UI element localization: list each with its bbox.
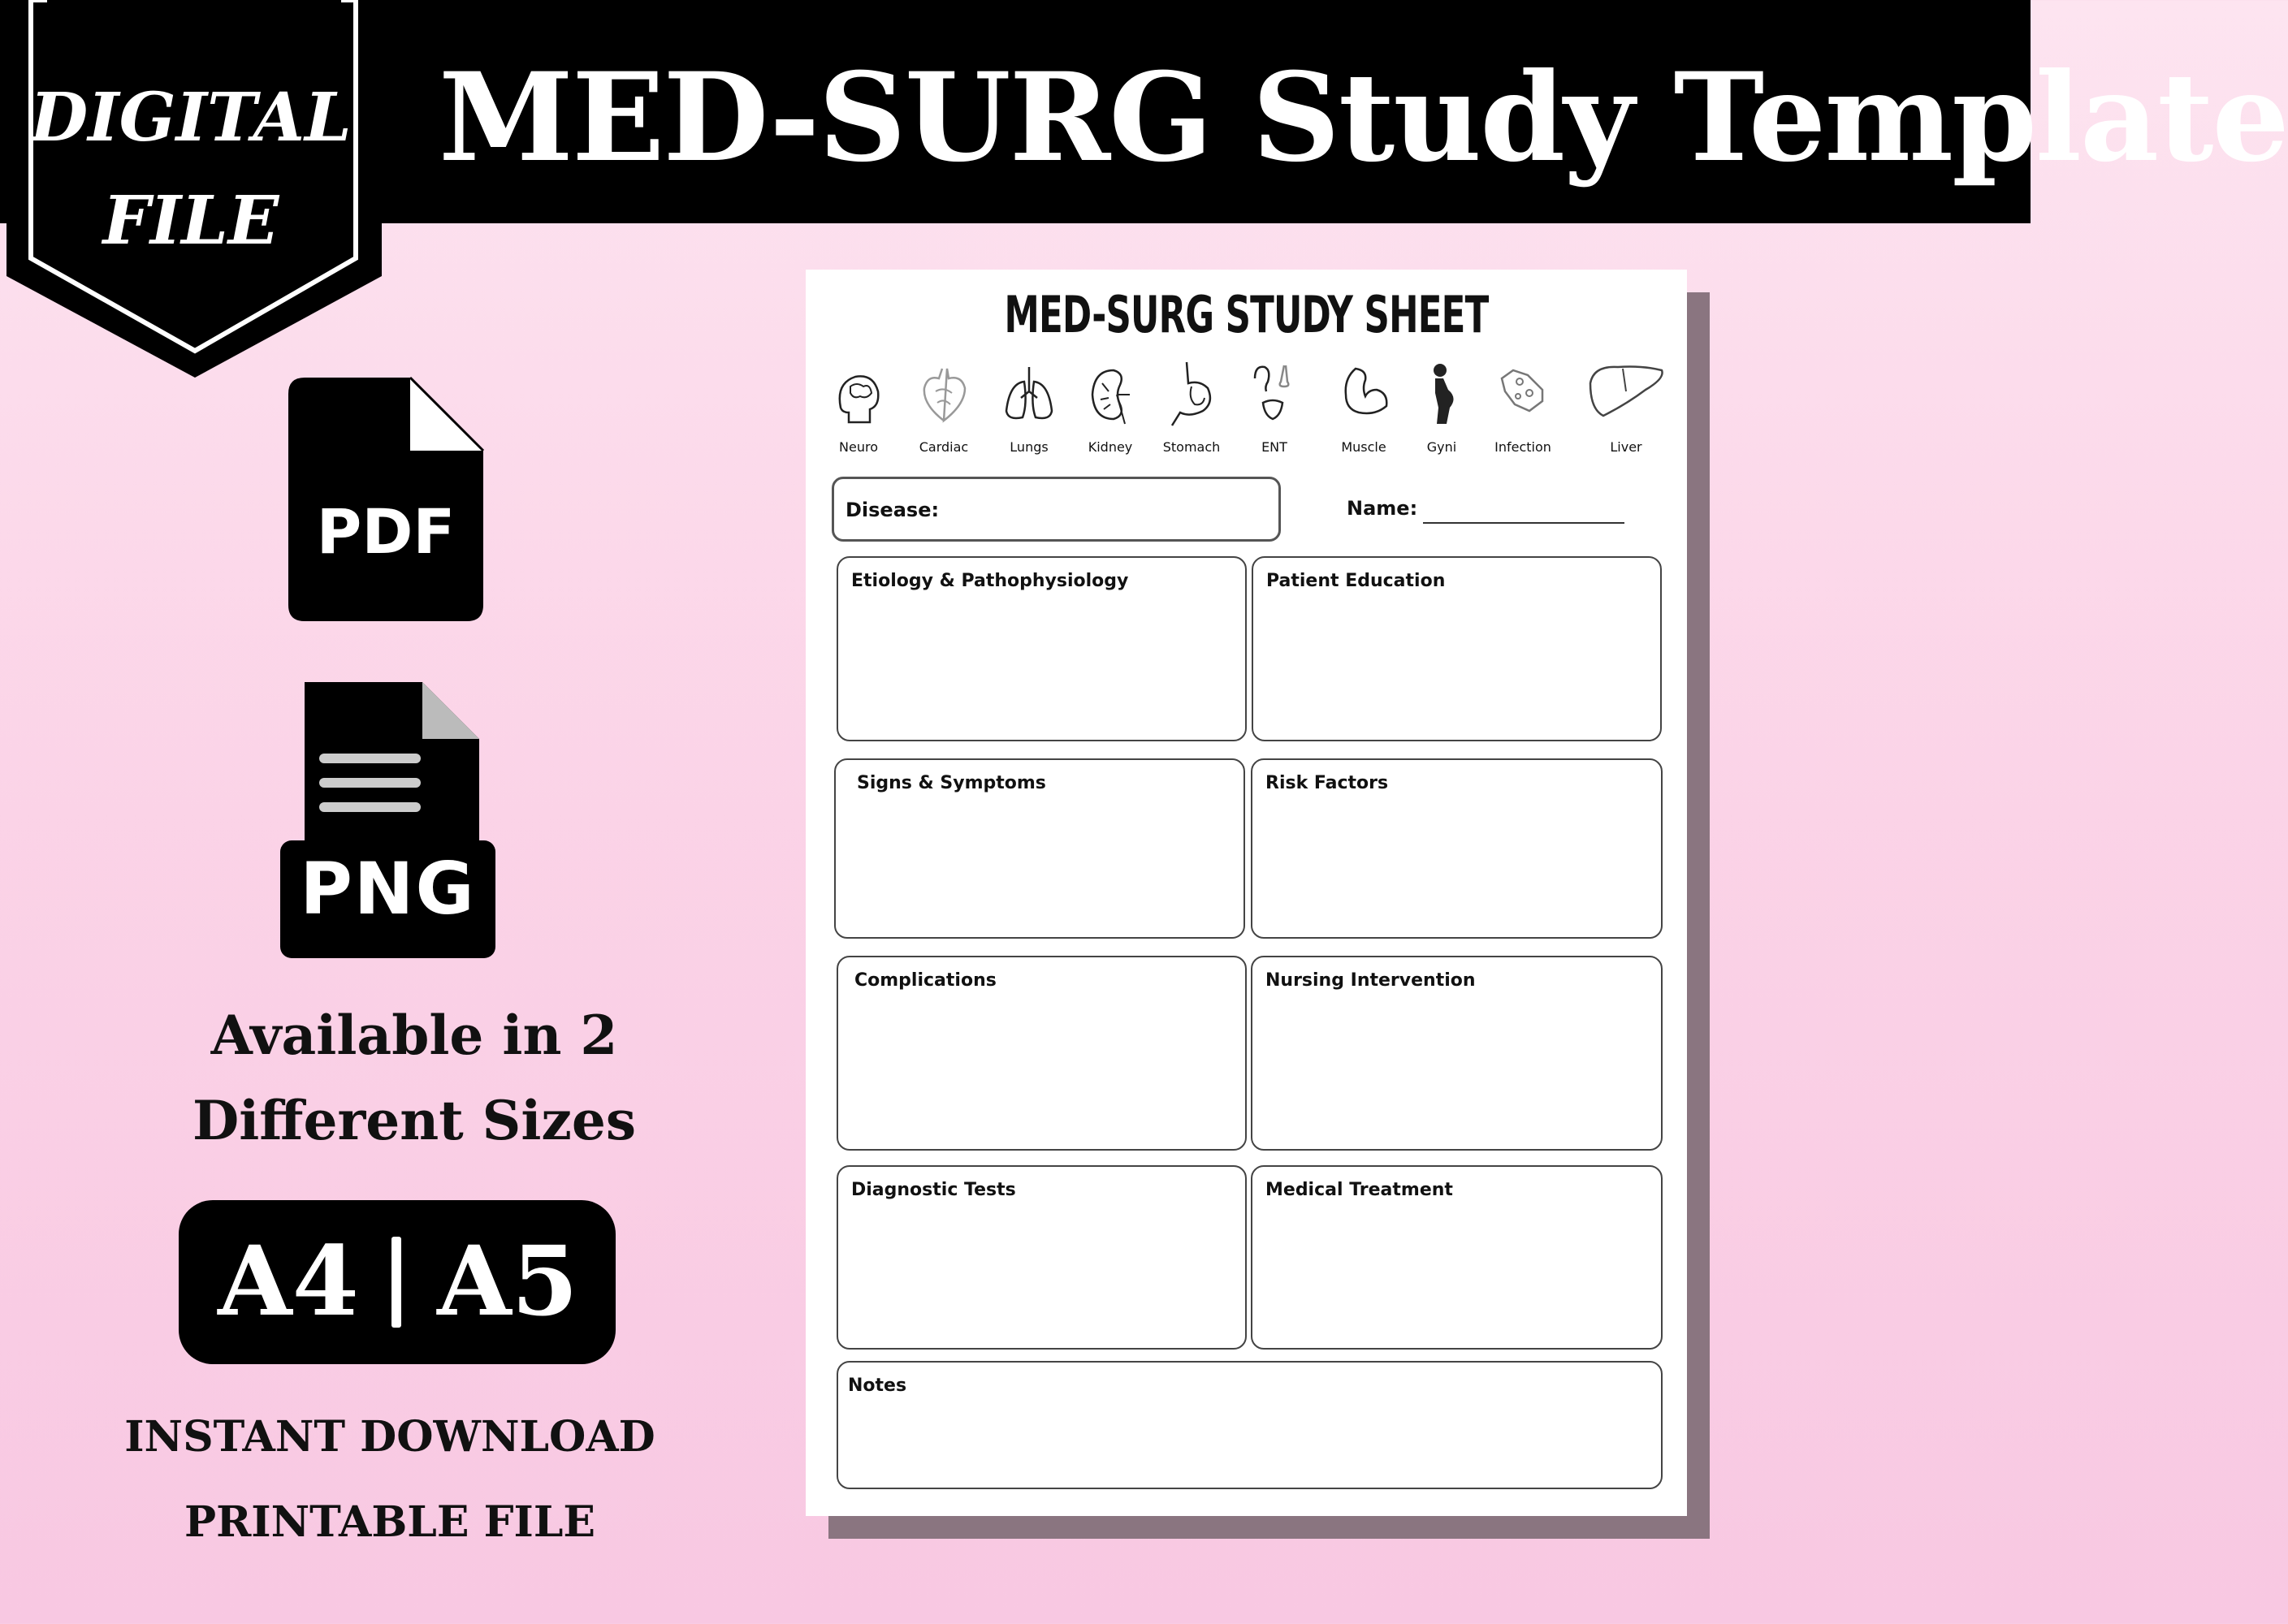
system-label: Lungs — [1010, 439, 1049, 455]
field-patient-education[interactable] — [1252, 556, 1662, 741]
liver-icon — [1585, 359, 1667, 432]
availability-line-2: Different Sizes — [192, 1089, 637, 1152]
system-gyni — [1401, 359, 1482, 485]
pdf-label: PDF — [316, 495, 456, 568]
system-label: Neuro — [839, 439, 878, 455]
pregnant-woman-icon — [1416, 359, 1468, 432]
main-title: MED-SURG Study Template — [439, 46, 2288, 189]
system-label: Gyni — [1426, 439, 1457, 455]
system-infection — [1482, 359, 1564, 485]
body-systems-strip — [818, 359, 1683, 485]
field-label: Diagnostic Tests — [851, 1180, 1016, 1200]
system-lungs — [988, 359, 1070, 485]
system-label: Muscle — [1341, 439, 1386, 455]
system-label: ENT — [1261, 439, 1287, 455]
name-label: Name: — [1347, 497, 1418, 520]
lungs-icon — [1003, 359, 1055, 432]
stomach-icon — [1166, 359, 1218, 432]
badge-line-2: FILE — [102, 182, 279, 260]
system-muscle — [1323, 359, 1404, 485]
sheet-title: MED-SURG STUDY SHEET — [1004, 285, 1489, 344]
field-label: Medical Treatment — [1265, 1180, 1453, 1200]
system-label: Liver — [1610, 439, 1642, 455]
printable-file-text: PRINTABLE FILE — [184, 1497, 596, 1547]
system-kidney — [1070, 359, 1151, 485]
heart-icon — [918, 359, 970, 432]
field-complications[interactable] — [837, 956, 1247, 1151]
size-separator — [391, 1237, 401, 1328]
system-label: Cardiac — [919, 439, 969, 455]
size-a5: A5 — [437, 1224, 578, 1337]
field-signs-symptoms[interactable] — [834, 758, 1245, 939]
kidney-icon — [1084, 359, 1136, 432]
field-diagnostic-tests[interactable] — [837, 1165, 1247, 1350]
system-neuro — [818, 359, 899, 485]
muscle-arm-icon — [1338, 359, 1390, 432]
disease-label: Disease: — [846, 499, 940, 521]
system-stomach — [1151, 359, 1232, 485]
badge-line-1: DIGITAL — [30, 79, 352, 157]
field-nursing-intervention[interactable] — [1251, 956, 1663, 1151]
brain-icon — [833, 359, 884, 432]
field-label: Complications — [854, 970, 997, 991]
field-medical-treatment[interactable] — [1251, 1165, 1663, 1350]
availability-line-1: Available in 2 — [210, 1004, 618, 1067]
field-etiology-pathophysiology[interactable] — [837, 556, 1247, 741]
system-label: Kidney — [1088, 439, 1133, 455]
system-label: Stomach — [1162, 439, 1221, 455]
infection-hand-icon — [1497, 359, 1549, 432]
study-sheet — [806, 270, 1687, 1516]
size-badge — [179, 1200, 616, 1364]
system-label: Infection — [1494, 439, 1551, 455]
field-label: Nursing Intervention — [1265, 970, 1476, 991]
system-cardiac — [903, 359, 984, 485]
field-label: Etiology & Pathophysiology — [851, 571, 1129, 591]
field-notes[interactable] — [837, 1361, 1663, 1489]
instant-download-text: INSTANT DOWNLOAD — [124, 1412, 655, 1462]
png-label: PNG — [300, 847, 476, 931]
disease-field[interactable] — [832, 477, 1281, 542]
ear-nose-throat-icon — [1248, 359, 1300, 432]
system-ent — [1234, 359, 1315, 485]
system-liver — [1585, 359, 1667, 485]
field-label: Notes — [848, 1376, 907, 1396]
size-a4: A4 — [218, 1224, 359, 1337]
name-field[interactable] — [1423, 522, 1624, 524]
field-label: Risk Factors — [1265, 773, 1389, 793]
field-label: Patient Education — [1266, 571, 1446, 591]
field-risk-factors[interactable] — [1251, 758, 1663, 939]
field-label: Signs & Symptoms — [857, 773, 1046, 793]
